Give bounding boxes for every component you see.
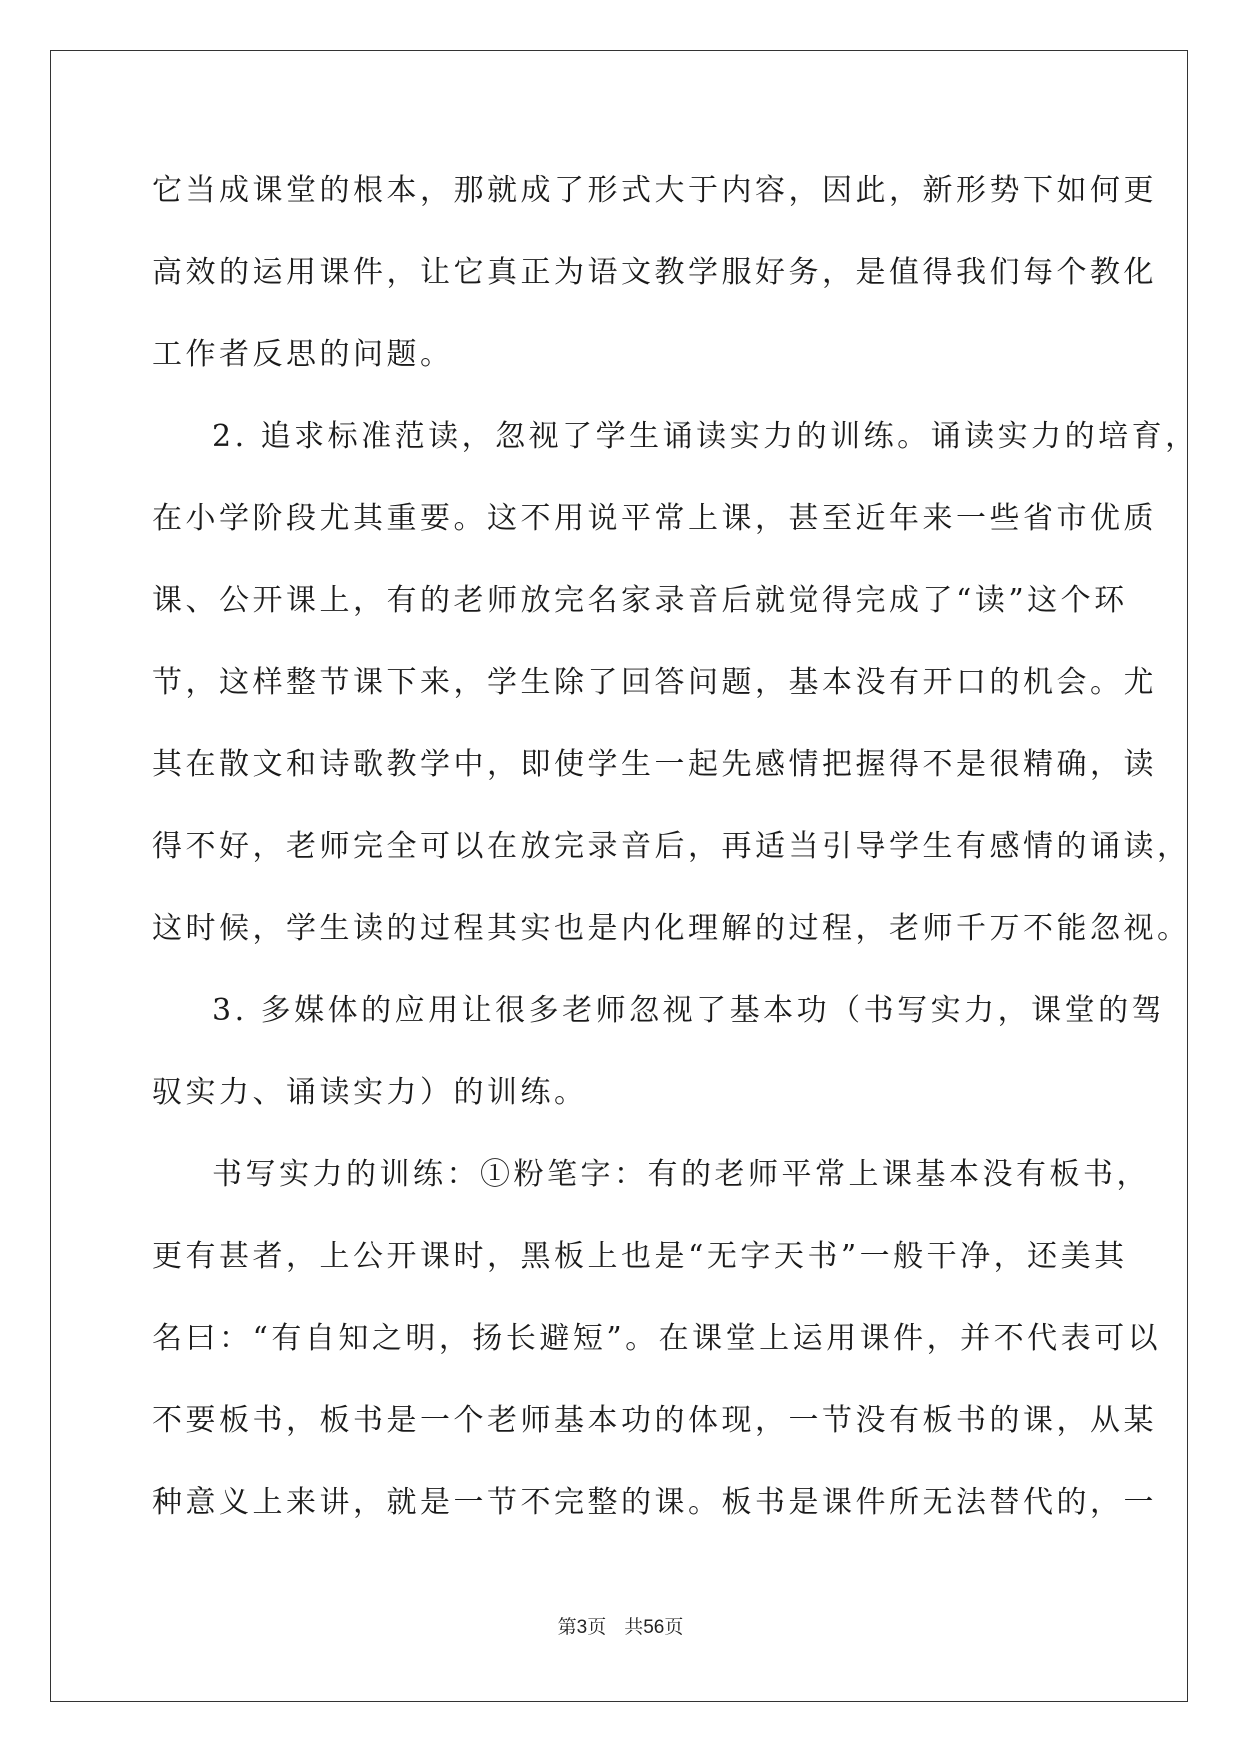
text-line: 驭实力、诵读实力）的训练。 — [152, 1075, 588, 1110]
text-line: 在小学阶段尤其重要。这不用说平常上课，甚至近年来一些省市优质 — [152, 501, 1157, 536]
text-line: 名曰：“有自知之明，扬长避短”。在课堂上运用课件，并不代表可以 — [152, 1321, 1162, 1356]
text-line: 其在散文和诗歌教学中，即使学生一起先感情把握得不是很精确，读 — [152, 747, 1157, 782]
text-line: 它当成课堂的根本，那就成了形式大于内容，因此，新形势下如何更 — [152, 173, 1157, 208]
page-number: 3 — [576, 1617, 588, 1638]
text-line: 2. 追求标准范读，忽视了学生诵读实力的训练。诵读实力的培育， — [212, 419, 1199, 454]
text-line: 更有甚者，上公开课时，黑板上也是“无字天书”一般干净，还美其 — [152, 1239, 1128, 1274]
text-line: 3. 多媒体的应用让很多老师忽视了基本功（书写实力，课堂的驾 — [212, 993, 1166, 1028]
total-pages: 56 — [643, 1617, 665, 1638]
text-line: 节，这样整节课下来，学生除了回答问题，基本没有开口的机会。尤 — [152, 665, 1157, 700]
text-line: 不要板书，板书是一个老师基本功的体现，一节没有板书的课，从某 — [152, 1403, 1157, 1438]
page-footer — [0, 1612, 1241, 1639]
text-line: 得不好，老师完全可以在放完录音后，再适当引导学生有感情的诵读， — [152, 829, 1191, 864]
text-line: 工作者反思的问题。 — [152, 337, 454, 372]
text-line: 书写实力的训练：①粉笔字：有的老师平常上课基本没有板书， — [212, 1157, 1150, 1192]
text-line: 种意义上来讲，就是一节不完整的课。板书是课件所无法替代的，一 — [152, 1485, 1157, 1520]
total-prefix: 共 — [624, 1616, 644, 1638]
text-line: 这时候，学生读的过程其实也是内化理解的过程，老师千万不能忽视。 — [152, 911, 1191, 946]
text-line: 高效的运用课件，让它真正为语文教学服好务，是值得我们每个教化 — [152, 255, 1157, 290]
text-line: 课、公开课上，有的老师放完名家录音后就觉得完成了“读”这个环 — [152, 583, 1128, 618]
total-suffix: 页 — [664, 1616, 684, 1638]
page-suffix: 页 — [587, 1616, 607, 1638]
page-prefix: 第 — [557, 1616, 577, 1638]
document-body — [152, 160, 1199, 1554]
